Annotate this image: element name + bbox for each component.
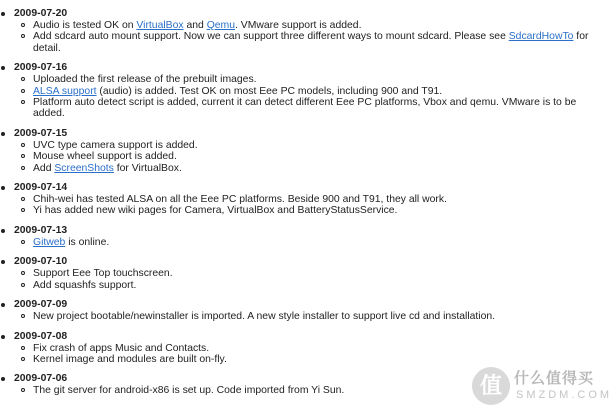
bullet-circle-icon (21, 23, 25, 27)
entry-date: 2009-07-20 (14, 8, 68, 19)
list-item (33, 97, 600, 120)
wiki-link[interactable]: Gitweb (33, 236, 66, 248)
wiki-link[interactable]: ALSA support (33, 85, 97, 97)
entry-date: 2009-07-08 (14, 330, 68, 342)
item-text: New project bootable/newinstaller is imported. A new style installer to support live cd and installation. (33, 311, 496, 323)
item-text: for VirtualBox. (113, 162, 182, 174)
list-item (33, 311, 600, 322)
item-text: . VMware support is added. (234, 20, 362, 31)
list-item (33, 74, 600, 85)
bullet-circle-icon (21, 208, 25, 212)
item-text: Mouse wheel support is added. (33, 151, 177, 163)
bullet-circle-icon (21, 89, 25, 93)
list-item (33, 354, 600, 365)
entry-date: 2009-07-16 (14, 62, 68, 74)
watermark-text: 什么值得买 (514, 370, 595, 387)
news-entry (0, 330, 600, 366)
list-item (33, 140, 600, 151)
watermark (472, 365, 612, 411)
entry-items (14, 268, 600, 291)
entry-date: 2009-07-10 (14, 256, 68, 268)
news-entry (0, 127, 600, 174)
item-text: Uploaded the first release of the prebuilt images. (33, 74, 257, 86)
watermark-subtext: SMZDM.COM (516, 389, 612, 401)
item-text: for detail. (33, 31, 589, 54)
item-text: and (183, 20, 207, 31)
bullet-circle-icon (21, 357, 25, 361)
bullet-disc-icon (1, 335, 5, 339)
news-entry (0, 7, 600, 54)
entry-date: 2009-07-13 (14, 224, 68, 236)
bullet-circle-icon (21, 77, 25, 81)
bullet-circle-icon (21, 143, 25, 147)
entry-date: 2009-07-15 (14, 127, 68, 139)
bullet-circle-icon (21, 166, 25, 170)
bullet-disc-icon (1, 377, 5, 381)
bullet-circle-icon (21, 100, 25, 104)
list-item (33, 31, 600, 54)
item-text: Kernel image and modules are built on-fly. (33, 353, 227, 365)
list-item (33, 163, 600, 174)
list-item (33, 237, 600, 248)
news-entry (0, 298, 600, 322)
item-text: Chih-wei has tested ALSA on all the Eee PC platforms. Beside 900 and T91, they all work. (33, 194, 447, 206)
bullet-disc-icon (1, 186, 5, 190)
bullet-circle-icon (21, 154, 25, 158)
bullet-circle-icon (21, 34, 25, 38)
list-item (33, 280, 600, 291)
list-item (33, 343, 600, 354)
entry-items (14, 194, 600, 217)
news-entry (0, 255, 600, 291)
news-entry (0, 181, 600, 217)
item-text: UVC type camera support is added. (33, 139, 198, 151)
wiki-link[interactable]: ScreenShots (54, 162, 114, 174)
item-text: Audio is tested OK on (33, 20, 137, 31)
entry-date: 2009-07-06 (14, 373, 68, 385)
wiki-link[interactable]: Qemu (206, 20, 235, 31)
item-text: Add sdcard auto mount support. Now we can support three different ways to mount sdcard. Please see (33, 31, 509, 43)
entry-items (14, 20, 600, 54)
entry-items (14, 237, 600, 248)
item-text: Platform auto detect script is added, current it can detect different Eee PC platforms, Vbox and qemu. VMware is to be added. (33, 97, 577, 120)
bullet-circle-icon (21, 314, 25, 318)
item-text: Support Eee Top touchscreen. (33, 268, 173, 280)
bullet-circle-icon (21, 240, 25, 244)
list-item (33, 268, 600, 279)
bullet-circle-icon (21, 271, 25, 275)
item-text: (audio) is added. Test OK on most Eee PC models, including 900 and T91. (96, 85, 443, 97)
entry-date: 2009-07-09 (14, 299, 68, 311)
bullet-circle-icon (21, 283, 25, 287)
bullet-disc-icon (1, 303, 5, 307)
list-item (33, 86, 600, 97)
wiki-link[interactable]: SdcardHowTo (508, 31, 574, 43)
entry-items (14, 343, 600, 366)
news-entry (0, 224, 600, 248)
list-item (33, 205, 600, 216)
list-item (33, 194, 600, 205)
bullet-circle-icon (21, 197, 25, 201)
watermark-glyph: 值 (479, 373, 502, 398)
entry-items (14, 140, 600, 174)
entry-items (14, 311, 600, 322)
bullet-disc-icon (1, 132, 5, 136)
item-text: Fix crash of apps Music and Contacts. (33, 342, 210, 354)
news-entry (0, 61, 600, 120)
item-text: The git server for android-x86 is set up. Code imported from Yi Sun. (33, 385, 345, 397)
list-item (33, 20, 600, 31)
bullet-disc-icon (1, 260, 5, 264)
item-text: is online. (65, 236, 110, 248)
bullet-disc-icon (1, 229, 5, 233)
bullet-circle-icon (21, 346, 25, 350)
wiki-link[interactable]: VirtualBox (136, 20, 184, 31)
entry-items (14, 74, 600, 120)
list-item (33, 151, 600, 162)
item-text: Yi has added new wiki pages for Camera, VirtualBox and BatteryStatusService. (33, 205, 398, 217)
bullet-circle-icon (21, 388, 25, 392)
item-text: Add (33, 162, 55, 174)
item-text: Add squashfs support. (33, 279, 137, 291)
entry-date: 2009-07-14 (14, 182, 68, 194)
bullet-disc-icon (1, 12, 5, 16)
bullet-disc-icon (1, 66, 5, 70)
